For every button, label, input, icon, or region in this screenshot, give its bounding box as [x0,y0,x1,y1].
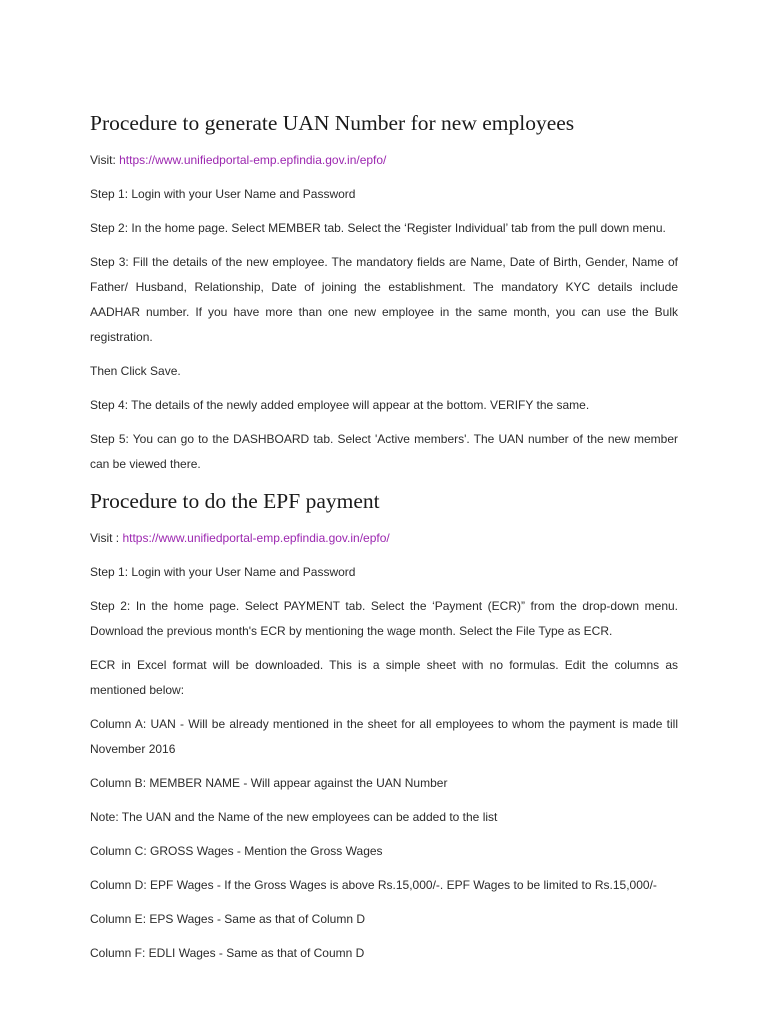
uan-step-1: Step 1: Login with your User Name and Password [90,187,356,201]
section-title-uan: Procedure to generate UAN Number for new employees [90,111,575,135]
visit-label: Visit : [90,531,123,545]
ecr-intro: ECR in Excel format will be downloaded. This is a simple sheet with no formulas. Edit the columns as mentioned below: [90,658,678,697]
visit-line [90,526,678,551]
column-f: Column F: EDLI Wages - Same as that of Coumn D [90,946,365,960]
column-e: Column E: EPS Wages - Same as that of Column D [90,912,365,926]
column-d: Column D: EPF Wages - If the Gross Wages is above Rs.15,000/-. EPF Wages to be limited to Rs.15,000/- [90,878,657,892]
column-c: Column C: GROSS Wages - Mention the Gross Wages [90,844,383,858]
uan-step-4: Step 4: The details of the newly added employee will appear at the bottom. VERIFY the same. [90,398,590,412]
epfo-portal-link[interactable]: https://www.unifiedportal-emp.epfindia.gov.in/epfo/ [119,153,387,167]
column-a: Column A: UAN - Will be already mentioned in the sheet for all employees to whom the payment is made till November 2016 [90,717,678,756]
note: Note: The UAN and the Name of the new employees can be added to the list [90,810,498,824]
epf-step-1: Step 1: Login with your User Name and Password [90,565,356,579]
uan-step-2: Step 2: In the home page. Select MEMBER tab. Select the ‘Register Individual’ tab from the pull down menu. [90,221,666,235]
document-content [90,108,678,975]
uan-step-3: Step 3: Fill the details of the new employee. The mandatory fields are Name, Date of Birth, Gender, Name of Father/ Husband, Relationship, Date of joining the establishment. The mandatory KYC details include AADHAR number. If you have more than one new employee in the same month, you can use the Bulk registration. [90,255,678,344]
column-b: Column B: MEMBER NAME - Will appear against the UAN Number [90,776,448,790]
uan-step-save: Then Click Save. [90,364,181,378]
section-title-epf-payment: Procedure to do the EPF payment [90,489,380,513]
epfo-portal-link[interactable]: https://www.unifiedportal-emp.epfindia.gov.in/epfo/ [122,531,390,545]
visit-label: Visit: [90,153,120,167]
visit-line [90,148,678,173]
epf-step-2: Step 2: In the home page. Select PAYMENT tab. Select the ‘Payment (ECR)” from the drop-down menu. Download the previous month's ECR by mentioning the wage month. Select the File Type as ECR. [90,599,678,638]
uan-step-5: Step 5: You can go to the DASHBOARD tab. Select 'Active members'. The UAN number of the new member can be viewed there. [90,432,678,471]
